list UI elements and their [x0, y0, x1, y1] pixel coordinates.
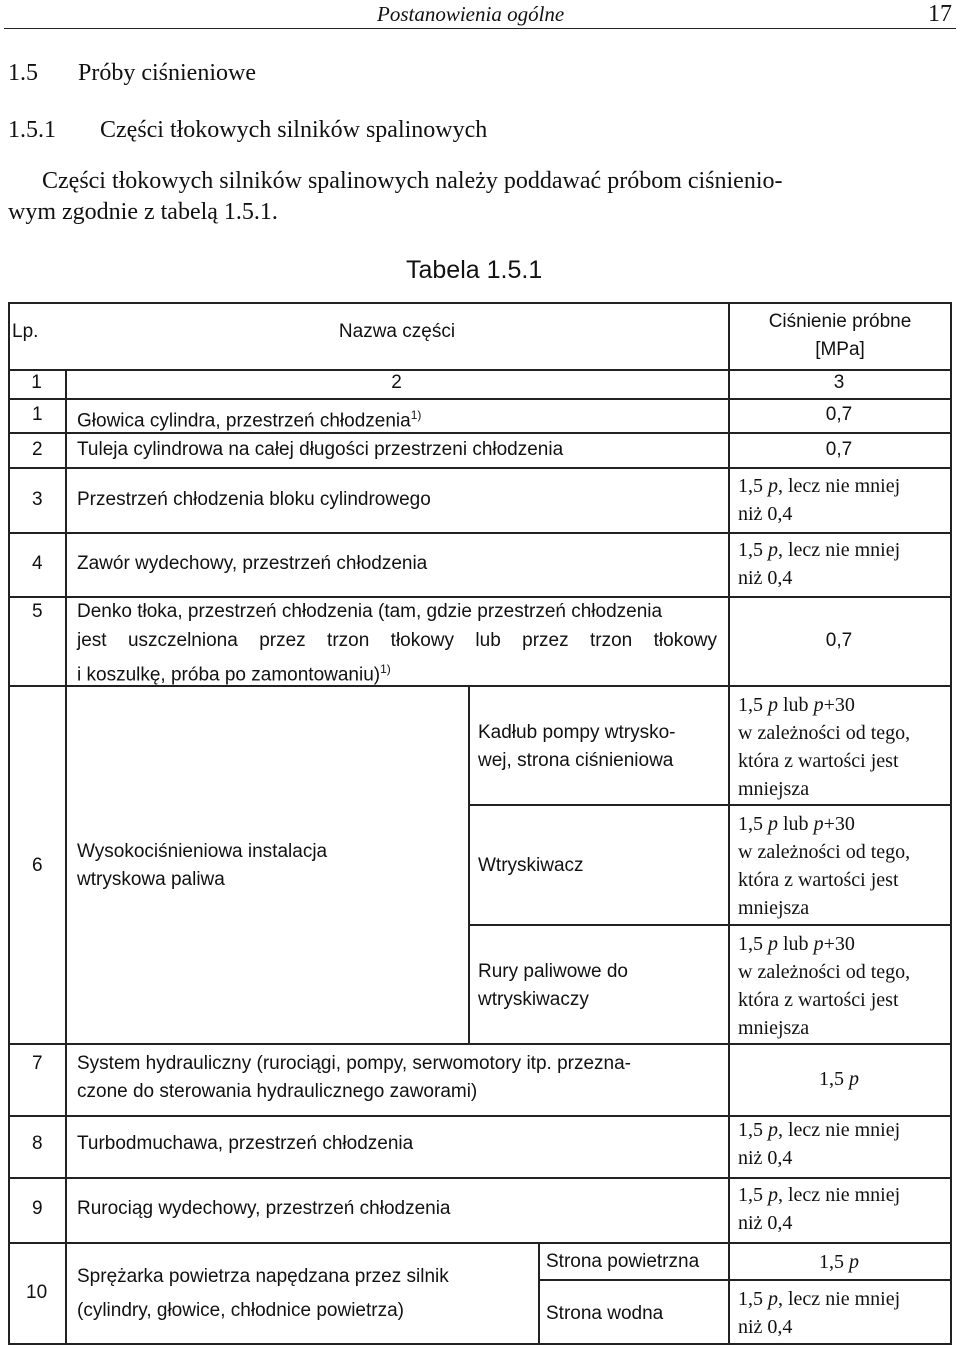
row-value: 1,5 p, lecz nie mniej — [738, 539, 901, 561]
row-name: Rurociąg wydechowy, przestrzeń chłodzenia — [77, 1198, 451, 1219]
row-lp: 8 — [32, 1133, 43, 1154]
table-rule — [468, 685, 470, 1043]
row-lp: 10 — [26, 1282, 48, 1303]
subpart-value-line-2: w zależności od tego, — [738, 961, 911, 983]
section-number: 1.5 — [8, 60, 38, 86]
table-rule — [8, 532, 952, 534]
table-rule — [538, 1242, 540, 1343]
row-lp: 5 — [32, 601, 43, 622]
row-name: Denko tłoka, przestrzeń chłodzenia (tam, gdzie przestrzeń chłodzenia — [77, 601, 663, 622]
subpart-value-line-4: mniejsza — [738, 897, 810, 919]
row-lp: 2 — [32, 439, 43, 460]
subpart-name-line-2: wtryskiwaczy — [478, 989, 589, 1010]
row-name-line-2: wtryskowa paliwa — [77, 869, 225, 890]
row-value-line-2: niż 0,4 — [738, 1212, 793, 1234]
row-value: 1,5 p, lecz nie mniej — [738, 1184, 901, 1206]
table-rule — [8, 467, 952, 469]
table-rule — [468, 924, 952, 926]
subpart-name: Rury paliwowe do — [478, 961, 628, 982]
subpart-name: Strona wodna — [546, 1303, 664, 1324]
header-pressure: Ciśnienie próbne — [768, 311, 912, 332]
subpart-value: 1,5 p lub p+30 — [738, 933, 855, 955]
row-name: System hydrauliczny (rurociągi, pompy, serwomotory itp. przezna- — [77, 1053, 632, 1074]
row-name-line-2: czone do sterowania hydraulicznego zaworami) — [77, 1081, 478, 1102]
header-pressure-unit: [MPa] — [815, 339, 865, 360]
header-name: Nazwa części — [338, 321, 456, 342]
row-lp: 6 — [32, 855, 43, 876]
row-value-line-2: niż 0,4 — [738, 1147, 793, 1169]
subpart-value: 1,5 p lub p+30 — [738, 813, 855, 835]
table-caption: Tabela 1.5.1 — [406, 256, 543, 284]
header-lp: Lp. — [12, 321, 39, 342]
table-rule — [950, 302, 952, 1345]
row-name-line-2: (cylindry, głowice, chłodnice powietrza) — [77, 1300, 404, 1321]
paragraph-line-2: wym zgodnie z tabelą 1.5.1. — [8, 199, 278, 225]
row-value-line-2: niż 0,4 — [738, 567, 793, 589]
running-title: Postanowienia ogólne — [377, 2, 565, 26]
table-rule — [8, 1177, 952, 1179]
row-lp: 9 — [32, 1198, 43, 1219]
row-lp: 4 — [32, 553, 43, 574]
subpart-value-line-4: mniejsza — [738, 1017, 810, 1039]
row-lp: 1 — [32, 404, 43, 425]
paragraph-line-1: Części tłokowych silników spalinowych należy poddawać próbom ciśnienio- — [42, 168, 783, 194]
table-rule — [538, 1279, 952, 1281]
subpart-value-line-3: która z wartości jest — [738, 989, 899, 1011]
subpart-value-line-4: mniejsza — [738, 778, 810, 800]
row-value: 0,7 — [825, 439, 853, 460]
row-lp: 3 — [32, 489, 43, 510]
row-value-line-2: niż 0,4 — [738, 503, 793, 525]
row-value: 0,7 — [825, 630, 853, 651]
subpart-value-line-2: w zależności od tego, — [738, 841, 911, 863]
row-name-line-3: i koszulkę, próba po zamontowaniu)$^{1)}$ — [77, 662, 391, 686]
pressure-test-table — [8, 302, 952, 1345]
table-rule — [8, 302, 10, 1345]
subpart-name: Wtryskiwacz — [478, 855, 584, 876]
row-name: Wysokociśnieniowa instalacja — [77, 841, 328, 862]
table-rule — [65, 369, 67, 1343]
intro-paragraph — [8, 166, 952, 228]
subpart-value: 1,5 p lub p+30 — [738, 694, 855, 716]
section-heading — [8, 60, 256, 87]
section-title: Próby ciśnieniowe — [78, 60, 256, 86]
subsection-title: Części tłokowych silników spalinowych — [100, 117, 488, 143]
column-number: 3 — [833, 372, 845, 393]
table-rule — [8, 302, 952, 304]
row-value: 1,5 p, lecz nie mniej — [738, 475, 901, 497]
column-number: 1 — [31, 372, 42, 393]
table-rule — [468, 804, 952, 806]
row-name: Zawór wydechowy, przestrzeń chłodzenia — [77, 553, 428, 574]
subpart-name: Strona powietrzna — [546, 1251, 700, 1272]
subpart-value-line-3: która z wartości jest — [738, 869, 899, 891]
subpart-name-line-2: wej, strona ciśnieniowa — [478, 750, 674, 771]
row-lp: 7 — [32, 1053, 43, 1074]
header-rule — [4, 28, 956, 29]
row-name: Przestrzeń chłodzenia bloku cylindrowego — [77, 489, 431, 510]
row-name: Tuleja cylindrowa na całej długości przestrzeni chłodzenia — [77, 439, 564, 460]
subpart-value: 1,5 p — [819, 1251, 859, 1273]
column-number: 2 — [391, 372, 402, 393]
page-number: 17 — [928, 1, 952, 27]
subpart-value-line-2: w zależności od tego, — [738, 722, 911, 744]
table-rule — [8, 1043, 952, 1045]
subpart-name: Kadłub pompy wtrysko- — [478, 722, 676, 743]
row-name: Głowica cylindra, przestrzeń chłodzenia$^{1)}$ — [77, 408, 422, 432]
row-value: 0,7 — [825, 404, 853, 425]
subsection-number: 1.5.1 — [8, 117, 56, 143]
row-name: Sprężarka powietrza napędzana przez silnik — [77, 1266, 449, 1287]
table-rule — [8, 1343, 952, 1345]
table-rule — [8, 1242, 952, 1244]
row-name: Turbodmuchawa, przestrzeń chłodzenia — [77, 1133, 414, 1154]
table-rule — [8, 398, 952, 400]
subpart-value: 1,5 p, lecz nie mniej — [738, 1288, 901, 1310]
subpart-value-line-2: niż 0,4 — [738, 1316, 793, 1338]
subpart-value-line-3: która z wartości jest — [738, 750, 899, 772]
row-name-line-2: jest uszczelniona przez trzon tłokowy lub przez trzon tłokowy — [77, 630, 717, 651]
row-value: 1,5 p — [819, 1068, 859, 1090]
subsection-heading — [8, 117, 487, 144]
row-value: 1,5 p, lecz nie mniej — [738, 1119, 901, 1141]
